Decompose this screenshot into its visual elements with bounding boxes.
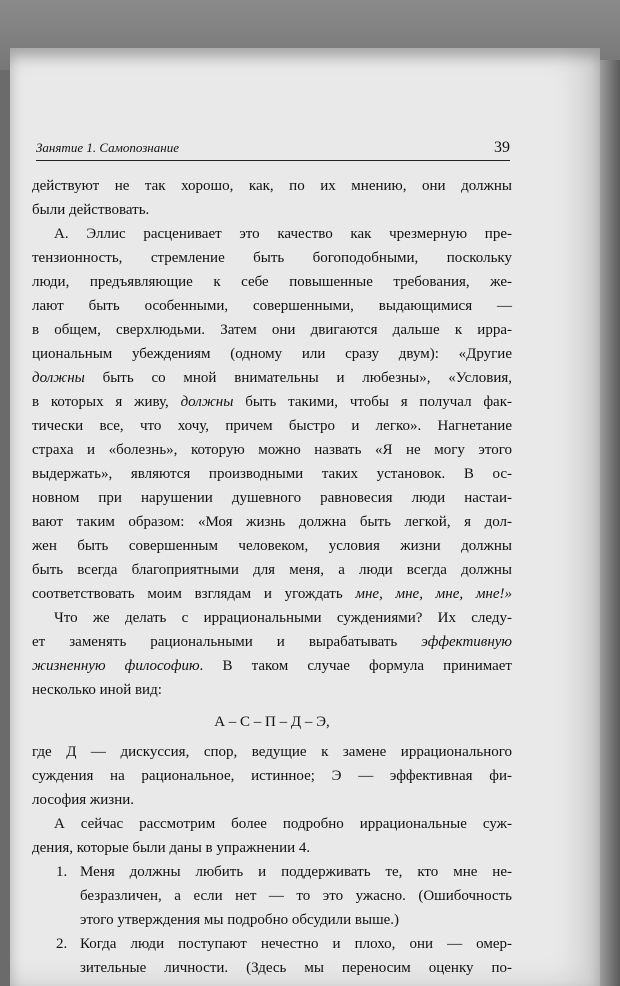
text-run: . В таком случае формула принимает <box>199 658 512 674</box>
text-line: новном при нарушении душевного равновесия люди настаи- <box>32 490 512 506</box>
running-title: Занятие 1. Самопознание <box>36 140 179 155</box>
text-line <box>32 390 512 414</box>
text-line <box>32 582 512 606</box>
text-line: быть всегда благоприятными для меня, а люди всегда должны <box>32 562 512 578</box>
text-run: Меня должны любить и поддерживать те, кто мне не- <box>80 864 512 880</box>
text-run: Когда люди поступают нечестно и плохо, они — омер- <box>80 936 512 952</box>
text-line: действуют не так хорошо, как, по их мнению, они должны <box>32 178 512 194</box>
text-line: выдержать», являются производными таких установок. В ос- <box>32 466 512 482</box>
text-line <box>32 366 512 390</box>
text-line: страха и «болезнь», которую можно назвать «Я не могу этого <box>32 442 512 458</box>
text-line <box>32 654 512 678</box>
text-line <box>32 630 512 654</box>
text-line: дения, которые были даны в упражнении 4. <box>32 840 311 856</box>
body-text <box>32 174 512 980</box>
emphasis: должны <box>32 370 85 386</box>
text-line: зительные личности. (Здесь мы переносим оценку по- <box>80 960 512 976</box>
text-line: А сейчас рассмотрим более подробно иррациональные суж- <box>54 816 512 832</box>
text-line: циональным убеждениям (одному или сразу двум): «Другие <box>32 346 512 362</box>
text-run: в которых я живу, <box>32 394 181 410</box>
list-item <box>32 860 512 884</box>
text-run: быть со мной внимательны и любезны», «Условия, <box>84 370 512 386</box>
running-head <box>36 134 510 161</box>
text-line: безразличен, а если нет — то это ужасно. (Ошибочность <box>80 888 512 904</box>
text-line: суждения на рациональное, истинное; Э — эффективная фи- <box>32 768 512 784</box>
text-run: быть такими, чтобы я получал фак- <box>233 394 512 410</box>
text-line: жен быть совершенным человеком, условия жизни должны <box>32 538 512 554</box>
text-run: соответствовать моим взглядам и угождать <box>32 586 356 602</box>
text-line: тически все, что хочу, причем быстро и легко». Нагнетание <box>32 418 512 434</box>
emphasis: мне, мне, мне, мне!» <box>355 586 512 602</box>
list-number: 1. <box>56 864 68 880</box>
page-number: 39 <box>494 139 510 156</box>
list-item <box>32 932 512 956</box>
text-line: лософия жизни. <box>32 792 135 808</box>
text-line: вают таким образом: «Моя жизнь должна быть легкой, я дол- <box>32 514 512 530</box>
emphasis: жизненную философию <box>32 658 200 674</box>
text-line: несколько иной вид: <box>32 682 162 698</box>
text-line: в общем, сверхлюдьми. Затем они двигаются дальше к ирра- <box>32 322 512 338</box>
emphasis: эффективную <box>421 634 512 650</box>
list-number: 2. <box>56 936 68 952</box>
formula: А – С – П – Д – Э, <box>214 714 330 730</box>
text-line: А. Эллис расценивает это качество как чрезмерную пре- <box>54 226 512 242</box>
text-line: Что же делать с иррациональными суждениями? Их следу- <box>54 610 512 626</box>
text-line: были действовать. <box>32 202 150 218</box>
text-run: ет заменять рациональными и вырабатывать <box>32 634 422 650</box>
text-line: лают быть особенными, совершенными, выдающимися — <box>32 298 512 314</box>
emphasis: должны <box>180 394 234 410</box>
text-line: где Д — дискуссия, спор, ведущие к замене иррационального <box>32 744 512 760</box>
text-line: тензионность, стремление быть богоподобными, поскольку <box>32 250 512 266</box>
page-edge-shadow <box>600 60 620 986</box>
text-line: этого утверждения мы подробно обсудили выше.) <box>80 912 400 928</box>
text-line: люди, предъявляющие к себе повышенные требования, же- <box>32 274 512 290</box>
